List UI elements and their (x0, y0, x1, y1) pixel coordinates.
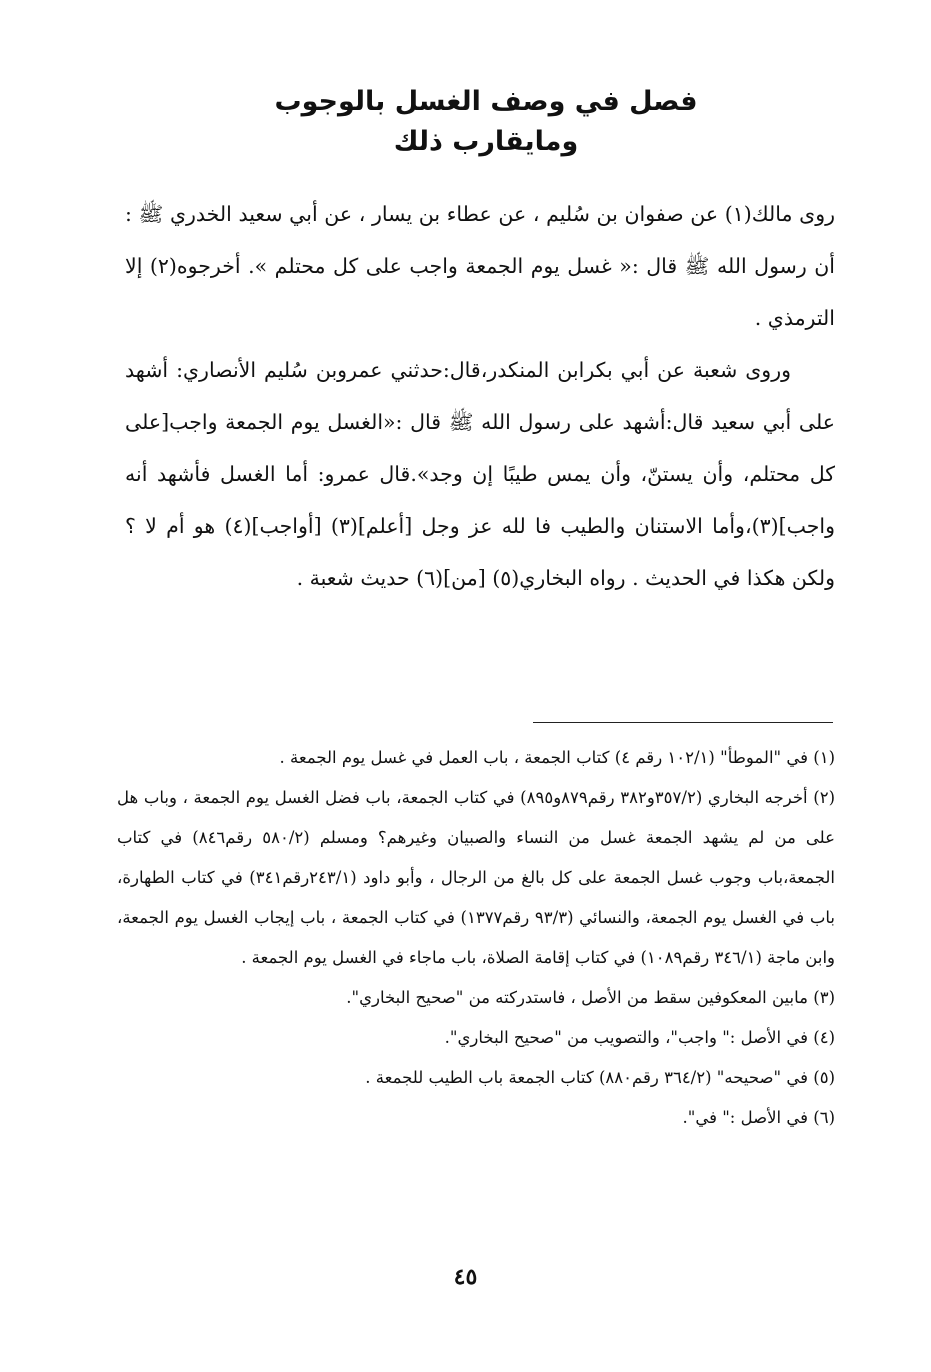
footnote-3: (٣) مابين المعكوفين سقط من الأصل ، فاستدركته من "صحيح البخاري". (346, 988, 835, 1007)
chapter-title: فصل في وصف الغسل بالوجوب ومايقارب ذلك (274, 86, 698, 157)
paragraph-2: وروى شعبة عن أبي بكرابن المنكدر،قال:حدثني عمروبن سُليم الأنصاري: أشهد على أبي سعيد قال:أشهد على رسول الله ﷺ قال :«الغسل يوم الجمعة واجب[على كل محتلم، وأن يستنّ، وأن يمس طيبًا إن وجد».قال عمرو: أما الغسل فأشهد أنه واجب](٣)،وأما الاستنان والطيب فا لله عز وجل [أعلم](٣) [أواجب](٤) هو أم لا ؟ ولكن هكذا في الحديث . رواه البخاري(٥) [من](٦) حديث شعبة . (125, 358, 835, 590)
footnote-2: (٢) أخرجه البخاري (٣٥٧/٢و٣٨٢ رقم٨٧٩و٨٩٥) في كتاب الجمعة، باب فضل الغسل يوم الجمعة ، وباب هل على من لم يشهد الجمعة غسل من النساء والصبيان وغيرهم؟ ومسلم (٥٨٠/٢ رقم٨٤٦) في كتاب الجمعة،باب وجوب غسل الجمعة على كل بالغ من الرجال ، وأبو داود (٢٤٣/١رقم٣٤١) في كتاب الطهارة، باب في الغسل يوم الجمعة، والنسائي (٩٣/٣ رقم١٣٧٧) في كتاب الجمعة ، باب إيجاب الغسل يوم الجمعة، وابن ماجة (٣٤٦/١ رقم١٠٨٩) في كتاب إقامة الصلاة، باب ماجاء في الغسل يوم الجمعة . (117, 788, 835, 967)
paragraph-1: روى مالك(١) عن صفوان بن سُليم ، عن عطاء بن يسار ، عن أبي سعيد الخدري ﷺ : أن رسول الله ﷺ قال :« غسل يوم الجمعة واجب على كل محتلم ». أخرجوه(٢) إلا الترمذي . (125, 202, 836, 330)
footnote-5: (٥) في "صحيحه" (٣٦٤/٢ رقم٨٨٠) كتاب الجمعة باب الطيب للجمعة . (365, 1068, 835, 1087)
footnote-1: (١) في "الموطأ" (١٠٢/١ رقم ٤) كتاب الجمعة ، باب العمل في غسل يوم الجمعة . (279, 748, 835, 767)
page-number: ٤٥ (453, 1264, 478, 1290)
footnote-6: (٦) في الأصل :" في". (682, 1108, 835, 1127)
main-text (125, 188, 835, 604)
footnote-4: (٤) في الأصل :" واجب"، والتصويب من "صحيح البخاري". (444, 1028, 835, 1047)
footnotes (117, 738, 835, 1138)
footnote-divider (533, 722, 833, 723)
